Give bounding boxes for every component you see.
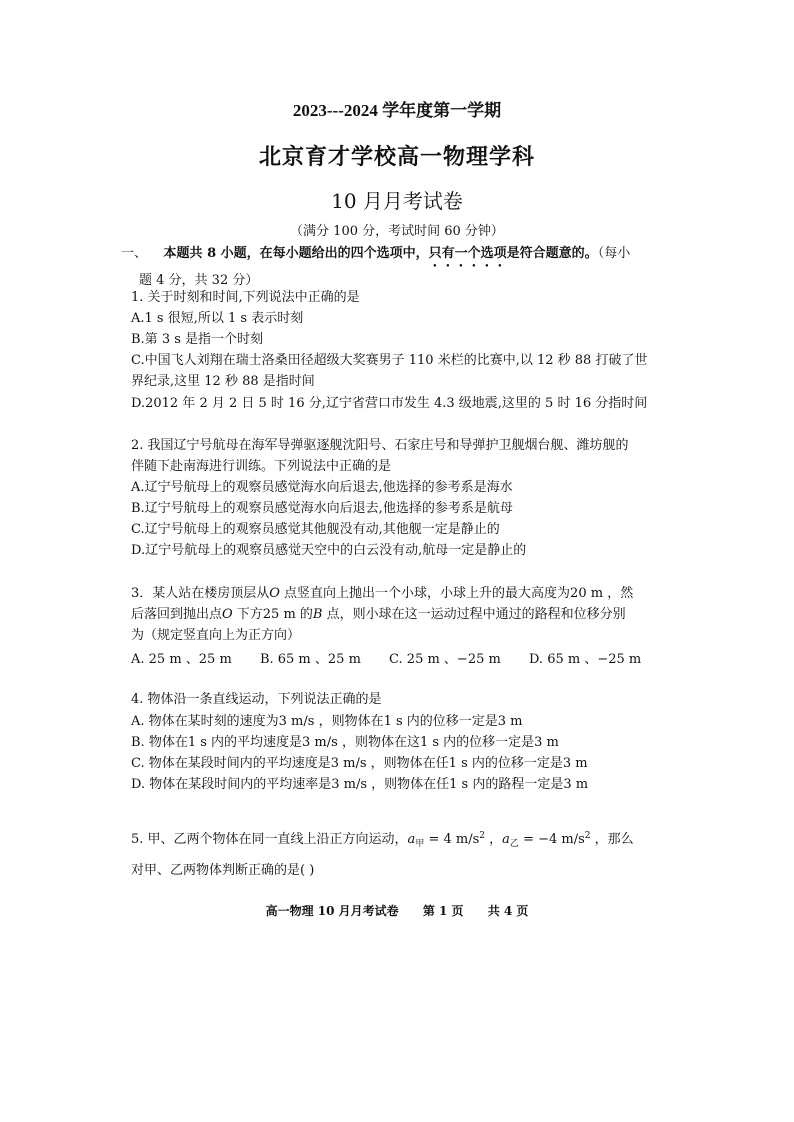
- accel-eq-2: = −4 m/s: [518, 832, 585, 847]
- instruction-emphasis: 只有一个选项: [428, 246, 507, 261]
- section-instruction: [121, 243, 691, 292]
- q3-option-b: B. 65 m 、25 m: [259, 652, 361, 667]
- q2-option-b: B.辽宁号航母上的观察员感觉海水向后退去,他选择的参考系是航母: [131, 501, 513, 516]
- instruction-text-2: 是符合题意的。: [506, 246, 598, 261]
- exam-title: 10 月月考试卷: [331, 189, 463, 213]
- q3-options: [131, 648, 665, 667]
- q2-option-d: D.辽宁号航母上的观察员感觉天空中的白云没有动,航母一定是静止的: [131, 543, 527, 558]
- subscript-jia: 甲: [415, 839, 425, 849]
- accel-eq-1: = 4 m/s: [424, 832, 480, 847]
- q4-option-b: B. 物体在1 s 内的平均速度是3 m/s ，则物体在这1 s 内的位移一定是3 m: [131, 735, 559, 750]
- q1-option-c: C.中国飞人刘翔在瑞士洛桑田径超级大奖赛男子 110 米栏的比赛中,以 12 秒 88 打破了世: [131, 353, 648, 368]
- accel-symbol: a: [407, 832, 416, 847]
- q2-option-c: C.辽宁号航母上的观察员感觉其他舰没有动,其他舰一定是静止的: [131, 522, 500, 537]
- q1-option-a: A.1 s 很短,所以 1 s 表示时刻: [131, 311, 304, 326]
- footer-total: 共 4 页: [487, 904, 529, 918]
- year-term: 2023---2024 学年度第一学期: [292, 101, 502, 120]
- accel-symbol-2: a: [502, 832, 510, 847]
- q3-option-a: A. 25 m 、25 m: [131, 652, 232, 667]
- separator: ，: [485, 832, 503, 847]
- page-footer: [0, 902, 794, 919]
- q3-stem-cont: 后落回到抛出点𝑂 下方25 m 的𝐵 点，则小球在这一运动过程中通过的路程和位移分别: [131, 607, 626, 622]
- section-number: 一、: [121, 246, 148, 261]
- instruction-text: 本题共 8 小题，在每小题给出的四个选项中，: [163, 246, 429, 261]
- q3-stem-cont-2: 为（规定竖直向上为正方向）: [131, 628, 301, 643]
- subscript-yi: 乙: [509, 839, 519, 849]
- score-info: （满分 100 分，考试时间 60 分钟）: [290, 224, 504, 239]
- q1-option-b: B.第 3 s 是指一个时刻: [131, 332, 264, 347]
- q4-option-c: C. 物体在某段时间内的平均速度是3 m/s ，则物体在任1 s 内的位移一定是3 m: [131, 756, 588, 771]
- q5-stem: [131, 826, 634, 854]
- q3-option-c: C. 25 m 、−25 m: [389, 652, 501, 667]
- q1-stem: 1. 关于时刻和时间,下列说法中正确的是: [131, 290, 360, 305]
- q2-option-a: A.辽宁号航母上的观察员感觉海水向后退去,他选择的参考系是海水: [131, 480, 513, 495]
- q1-option-c-cont: 界纪录,这里 12 秒 88 是指时间: [131, 374, 315, 389]
- q2-stem: 2. 我国辽宁号航母在海军导弹驱逐舰沈阳号、石家庄号和导弹护卫舰烟台舰、潍坊舰的: [131, 438, 629, 453]
- footer-page: 第 1 页: [422, 904, 464, 918]
- q3-stem: 3．某人站在楼房顶层从𝑂 点竖直向上抛出一个小球，小球上升的最大高度为20 m ，然: [131, 586, 634, 601]
- footer-title: 高一物理 10 月月考试卷: [265, 904, 399, 918]
- q1-option-d: D.2012 年 2 月 2 日 5 时 16 分,辽宁省营口市发生 4.3 级地震,这里的 5 时 16 分指时间: [131, 396, 648, 411]
- instruction-line2: 题 4 分，共 32 分）: [139, 273, 259, 288]
- q4-option-a: A. 物体在某时刻的速度为3 m/s ，则物体在1 s 内的位移一定是3 m: [131, 714, 523, 729]
- q2-stem-cont: 伴随下赴南海进行训练。下列说法中正确的是: [131, 459, 392, 474]
- q4-option-d: D. 物体在某段时间内的平均速率是3 m/s ，则物体在任1 s 内的路程一定是3 m: [131, 777, 589, 792]
- q4-stem: 4. 物体沿一条直线运动，下列说法正确的是: [131, 692, 382, 707]
- q5-stem-cont: 对甲、乙两物体判断正确的是( ): [131, 863, 315, 878]
- school-title: 北京育才学校高一物理学科: [258, 144, 535, 170]
- instruction-tail: （每小: [597, 246, 631, 261]
- q5-stem-text: 5. 甲、乙两个物体在同一直线上沿正方向运动，: [131, 832, 408, 847]
- q5-stem-tail: ，那么: [590, 832, 634, 847]
- superscript-2b: 2: [584, 831, 591, 841]
- superscript-2: 2: [479, 831, 486, 841]
- q3-option-d: D. 65 m 、−25 m: [528, 652, 642, 667]
